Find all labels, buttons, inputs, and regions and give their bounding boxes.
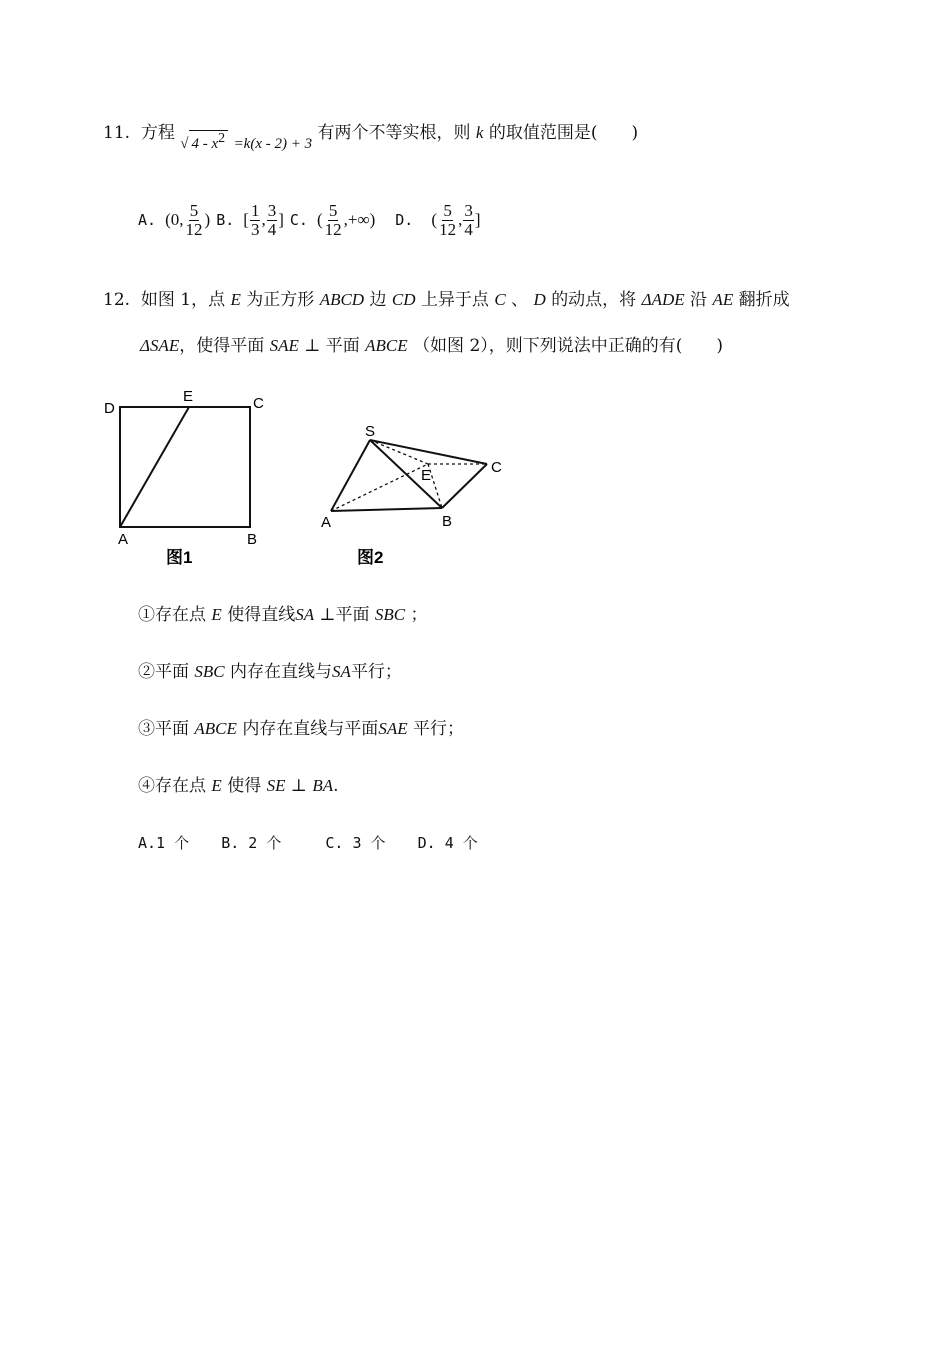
edge-sb [370,440,442,508]
q12-text: 边 [369,290,387,310]
q11-var-k: k [475,123,484,142]
q12-text: 的动点，将 [551,290,637,310]
label-d: D [104,400,115,417]
q11-radical: $4 - x^2$ [189,130,229,153]
hidden-ae [331,464,428,511]
hidden-se [370,440,428,464]
perp-symbol: ⊥ [304,336,321,356]
label-e2: E [421,467,432,484]
q12-text: ，使得平面 [179,336,265,356]
q11-rhs: =k(x - 2) + 3 [233,136,313,152]
q12-text: 翻折成 [738,290,790,310]
q11-option-d: D. ( $\frac{5}{12}$ , $\frac{3}{4}$ ] [395,201,481,239]
label-s: S [365,423,376,440]
q11-suffix-1: 有两个不等实根，则 [317,123,471,143]
segment-ae [120,407,189,527]
q11-option-b: B. [ $\frac{1}{3}$ , $\frac{3}{4}$ ] [216,201,284,239]
statement-3: ③平面 ABCE 内存在直线与平面SAE 平行； [138,719,464,739]
label-a: A [118,531,129,548]
q11-option-c: C. ( $\frac{5}{12}$ ,+∞) [289,201,376,239]
figure-2 [315,418,515,573]
q12-option-c: C. 3 个 [325,834,386,852]
q12-text: 、 [511,290,529,310]
q12-option-b: B. 2 个 [221,834,282,852]
q12-math: ΔADE [641,290,685,309]
q11-suffix-2: 的取值范围是( ) [488,123,639,143]
q12-math: C [494,290,506,309]
q12-text: 为正方形 [246,290,315,310]
figure-2-caption: 图2 [357,548,384,567]
edge-ab [331,508,442,511]
q11-option-a: A. (0, $\frac{5}{12}$ ) [138,201,211,239]
q12-text: （如图 2），则下列说法中正确的有( ) [413,336,724,356]
figure-1-caption: 图1 [166,548,193,567]
figure-1 [100,385,280,570]
label-a2: A [321,514,332,531]
edge-bc [442,464,487,508]
label-b: B [247,531,258,548]
q12-option-a: A.1 个 [138,834,190,852]
q12-line-2 [140,331,723,356]
label-c2: C [491,459,502,476]
statement-4: ④存在点 E 使得 SE ⊥ BA. [138,776,339,796]
q12-text: 上异于点 [420,290,489,310]
q12-math: CD [391,290,416,309]
label-b2: B [442,513,453,530]
q12-math: D [533,290,546,309]
statement-1: ①存在点 E 使得直线SA ⊥平面 SBC ； [138,605,428,625]
edge-sa [331,440,370,511]
q12-math: SAE [269,336,299,355]
label-e: E [183,388,194,405]
q11-prefix: 方程 [140,123,175,143]
q12-options [138,832,478,853]
square-abcd [120,407,250,527]
edge-sc [370,440,487,464]
statement-2: ②平面 SBC 内存在直线与SA平行； [138,662,402,682]
q11-number: 11. [103,123,131,143]
label-c: C [253,395,264,412]
q12-number: 12. [103,290,131,310]
q12-math: ABCD [319,290,365,309]
q12-math: E [230,290,241,309]
q12-text: 平面 [325,336,360,356]
q12-math: ΔSAE [140,336,180,355]
q11-options [138,202,480,239]
q12-option-d: D. 4 个 [417,834,478,852]
q12-line-1 [103,285,790,310]
q12-text: 沿 [690,290,708,310]
q11-line [103,118,638,153]
q11-equation: √ $4 - x^2 =k(x - 2) + 3$ [180,131,313,152]
q12-text: 如图 1，点 [140,290,226,310]
q12-math: AE [712,290,734,309]
q12-math: ABCE [365,336,408,355]
